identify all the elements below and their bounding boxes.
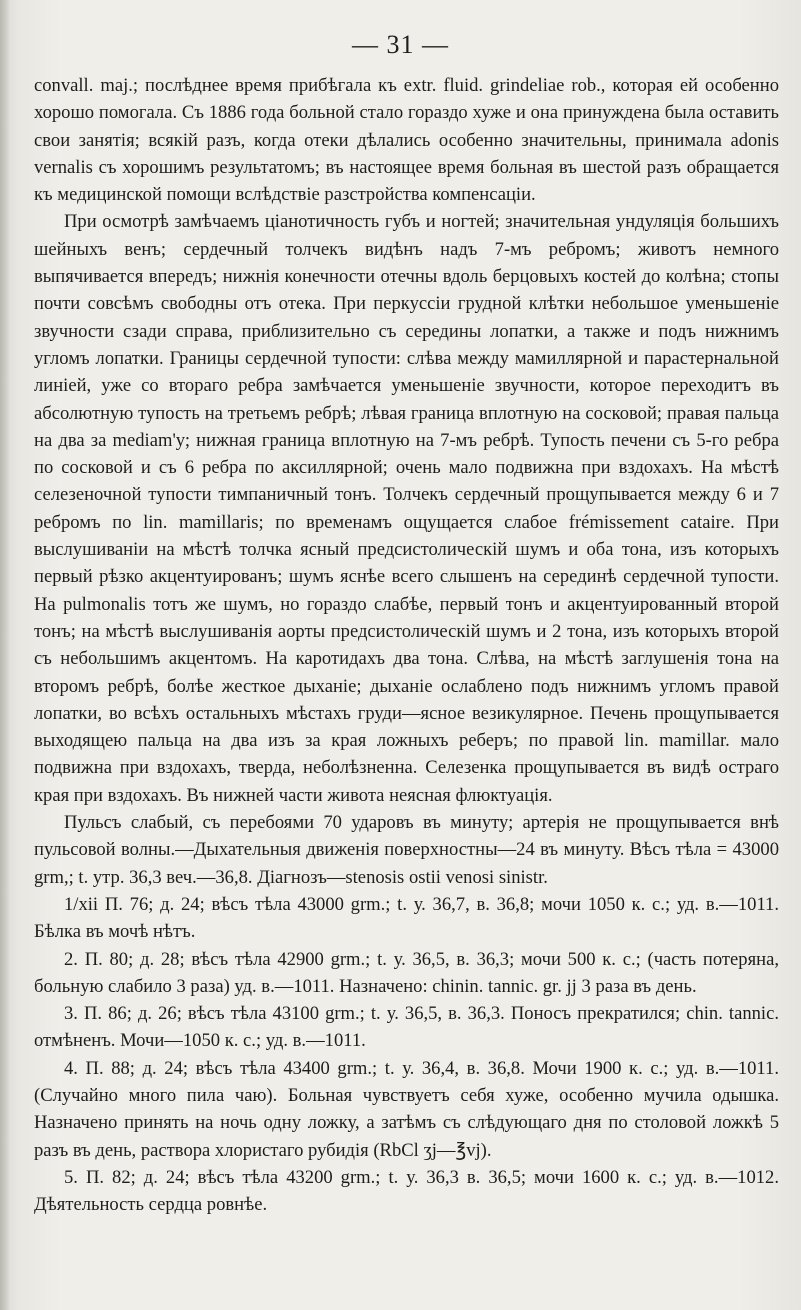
paragraph-day-4: 4. П. 88; д. 24; вѣсъ тѣла 43400 grm.; t. у. 36,4, в. 36,8. Мочи 1900 к. с.; уд. в.—1011. (Случайно много пила чаю). Больная чувствуетъ себя хуже, особенно мучила одышка. Назначено принять на ночь одну ложку, а затѣмъ съ слѣдующаго дня по столовой ложкѣ 5 разъ въ день, раствора хлористаго рубидія (RbCl ʒj—℥vj). xyxy=(34,1057,779,1161)
paragraph-day-5: 5. П. 82; д. 24; вѣсъ тѣла 43200 grm.; t. у. 36,3 в. 36,5; мочи 1600 к. с.; уд. в.—1012. Дѣятельность сердца ровнѣе. xyxy=(34,1166,779,1216)
paragraph-examination: При осмотрѣ замѣчаемъ ціанотичность губъ и ногтей; значительная ундуляція большихъ шейныхъ венъ; сердечный толчекъ видѣнъ надъ 7-мъ ребромъ; животъ немного выпячивается впередъ; нижнія конечности отечны вдоль берцовыхъ костей до колѣна; стопы почти совсѣмъ свободны отъ отека. При перкуссіи грудной клѣтки небольшое уменьшеніе звучности сзади справа, приблизительно съ середины лопатки, а также и подъ нижнимъ угломъ лопатки. Границы сердечной тупости: слѣва между мамиллярной и парастернальной линіей, уже со втораго ребра замѣчается уменьшеніе звучности, которое переходитъ въ абсолютную тупость на третьемъ ребрѣ; лѣвая граница вплотную на сосковой; правая пальца на два за mediam'у; нижная граница вплотную на 7-мъ ребрѣ. Тупость печени съ 5-го ребра по сосковой и съ 6 ребра по аксиллярной; очень мало подвижна при вздохахъ. На мѣстѣ селезеночной тупости тимпаничный тонъ. Толчекъ сердечный прощупывается между 6 и 7 ребромъ по lin. mamillaris; по временамъ ощущается слабое frémissement cataire. При выслушиваніи на мѣстѣ толчка ясный предсистолическій шумъ и оба тона, изъ которыхъ первый рѣзко акцентуированъ; шумъ яснѣе всего слышенъ на серединѣ сердечной тупости. На pulmonalis тотъ же шумъ, но гораздо слабѣе, первый тонъ и акцентуированный второй тонъ; на мѣстѣ выслушиванія аорты предсистолическій шумъ и 2 тона, изъ которыхъ второй съ небольшимъ акцентомъ. На каротидахъ два тона. Слѣва, на мѣстѣ заглушенія тона на второмъ ребрѣ, болѣе жесткое дыханіе; дыханіе ослаблено подъ нижнимъ угломъ правой лопатки, во всѣхъ остальныхъ мѣстахъ груди—ясное везикулярное. Печень прощупывается выходящею пальца на два изъ за края ложныхъ реберъ; по правой lin. mamillar. мало подвижна при вздохахъ, тверда, неболѣзненна. Селезенка прощупывается въ видѣ остраго края при вздохахъ. Въ нижней части живота неясная флюктуація. xyxy=(34,211,779,806)
page-number: — 31 — xyxy=(352,30,449,59)
page-edge-shadow xyxy=(0,0,10,1310)
paragraph-day-2: 2. П. 80; д. 28; вѣсъ тѣла 42900 grm.; t. у. 36,5, в. 36,3; мочи 500 к. с.; (часть потеряна, больную слабило 3 раза) уд. в.—1011. Назначено: chinin. tannic. gr. jj 3 раза въ день. xyxy=(34,948,779,997)
paragraph-pulse-diagnosis: Пульсъ слабый, съ перебоями 70 ударовъ въ минуту; артерія не прощупывается внѣ пульсовой волны.—Дыхательныя движенія поверхностны—24 въ минуту. Вѣсъ тѣла = 43000 grm,; t. утр. 36,3 веч.—36,8. Діагнозъ—stenosis ostii venosi sinistr. xyxy=(34,812,779,888)
paragraph-day-3: 3. П. 86; д. 26; вѣсъ тѣла 43100 grm.; t. у. 36,5, в. 36,3. Поносъ прекратился; chin. tannic. отмѣненъ. Мочи—1050 к. с.; уд. в.—1011. xyxy=(34,1003,779,1052)
paragraph-day-1: 1/xii П. 76; д. 24; вѣсъ тѣла 43000 grm.; t. у. 36,7, в. 36,8; мочи 1050 к. с.; уд. в.—1011. Бѣлка въ мочѣ нѣтъ. xyxy=(34,893,779,943)
text-body xyxy=(34,72,779,1218)
paragraph-history: convall. maj.; послѣднее время прибѣгала къ extr. fluid. grindeliae rob., которая ей особенно хорошо помогала. Съ 1886 года больной стало гораздо хуже и она принуждена была оставить свои занятія; всякій разъ, когда отеки дѣлались особенно значительны, принимала adonis vernalis съ хорошимъ результатомъ; въ настоящее время больная въ шестой разъ обращается къ медицинской помощи вслѣдствіе разстройства компенсаціи. xyxy=(34,75,779,206)
